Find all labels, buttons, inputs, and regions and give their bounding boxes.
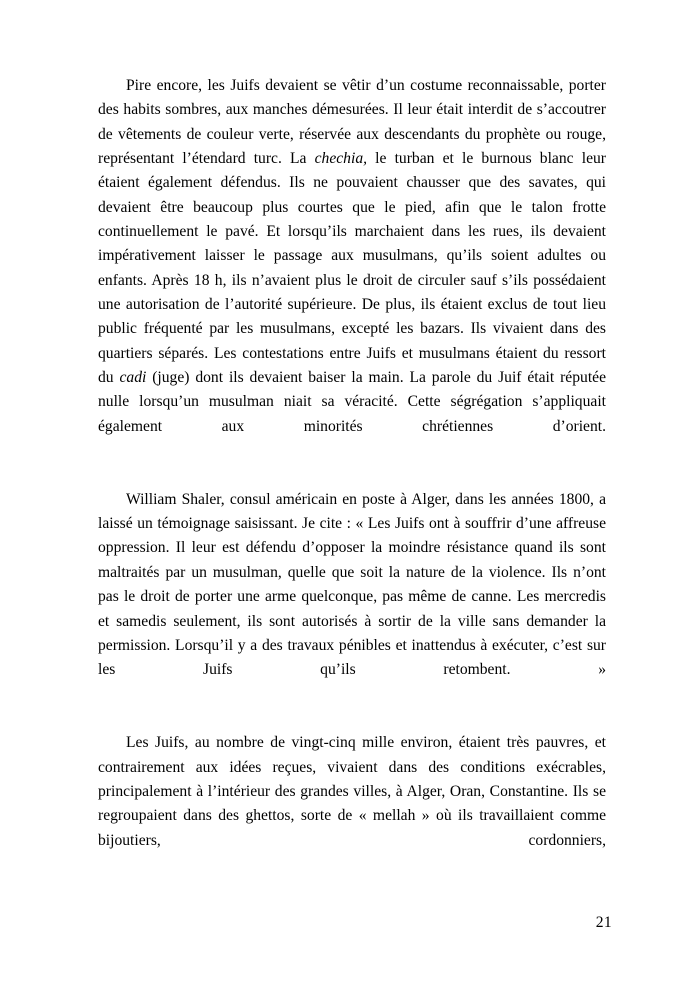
- text-run: William Shaler, consul américain en poste à Alger, dans les années 1800, a laissé un témoignage saisissant. Je cite : « Les Juifs ont à souffrir d’une affreuse oppression. Il leur est défendu d’opposer la moindre résistance quand ils sont maltraités par un musulman, quelle que soit la nature de la violence. Ils n’ont pas le droit de porter une arme quelconque, pas même de canne. Les mercredis et samedis seulement, ils sont autorisés à sortir de la ville sans demander la permission. Lorsqu’il y a des travaux pénibles et inattendus à exécuter, c’est sur les Juifs qu’ils retombent. »: [98, 490, 606, 679]
- text-run: le turban et le burnous blanc leur étaient également défendus. Ils ne pouvaient chausser que des savates, qui devaient être beaucoup plus courtes que le pied, afin que le talon frotte continuellement le pavé. Et lorsqu’ils marchaient dans les rues, ils devaient impérativement laisser le passage aux musulmans, qu’ils soient adultes ou enfants. Après 18 h, ils n’avaient plus le droit de circuler sauf s’ils possédaient une autorisation de l’autorité supérieure. De plus, ils étaient exclus de tout lieu public fréquenté par les musulmans, excepté les bazars. Ils vivaient dans des quartiers séparés. Les contestations entre Juifs et musulmans étaient du ressort du: [98, 150, 606, 387]
- italic-term: cadi: [119, 369, 147, 387]
- body-text-block: [98, 74, 606, 877]
- text-run: Pire encore, les Juifs devaient se vêtir d’un costume reconnaissable, porter des habits sombres, aux manches démesurées. Il leur était interdit de s’accoutrer de vêtements de couleur verte, réservée aux descendants du prophète ou rouge, représentant l’étendard turc. La: [98, 77, 606, 168]
- page-number: 21: [595, 914, 612, 931]
- paragraph: [98, 488, 606, 707]
- paragraph: [98, 731, 606, 877]
- text-run: (juge) dont ils devaient baiser la main. La parole du Juif était réputée nulle lorsqu’un musulman niait sa véracité. Cette ségrégation s’appliquait également aux minorités chrétiennes d’orient.: [98, 369, 606, 435]
- text-run: Les Juifs, au nombre de vingt-cinq mille environ, étaient très pauvres, et contrairement aux idées reçues, vivaient dans des conditions exécrables, principalement à l’intérieur des grandes villes, à Alger, Oran, Constantine. Ils se regroupaient dans des ghettos, sorte de « mellah » où ils travaillaient comme bijoutiers, cordonniers,: [98, 734, 606, 849]
- italic-term: chechia,: [314, 150, 368, 168]
- paragraph: [98, 74, 606, 464]
